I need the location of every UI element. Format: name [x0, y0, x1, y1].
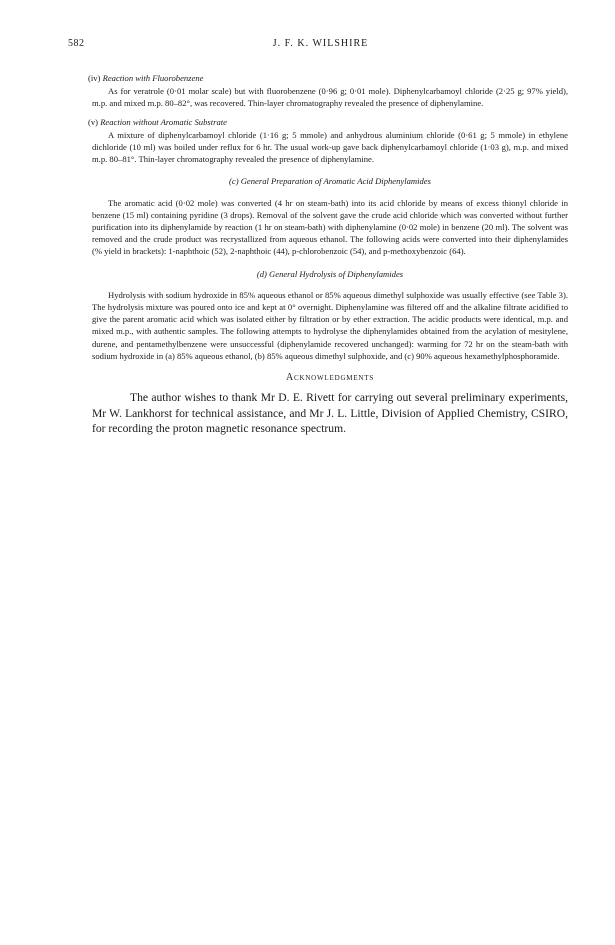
- section-heading-c: (c) General Preparation of Aromatic Acid Diphenylamides: [229, 176, 431, 187]
- subheading-title: Reaction without Aromatic Substrate: [100, 116, 227, 127]
- page-header: [68, 38, 573, 52]
- subheading-v: [88, 116, 568, 128]
- paragraph-hydrolysis: Hydrolysis with sodium hydroxide in 85% aqueous ethanol or 85% aqueous dimethyl sulphoxide was usually effective (see Table 3). The hydrolysis mixture was poured onto ice and kept at 0° overnight. Diphenylamine was filtered off and the alkaline filtrate acidified to give the parent aromatic acid which was isolated either by filtration or by ether extraction. The acidic products were identical, m.p. and mixed m.p., with authentic samples. The following attempts to hydrolyse the diphenylamides obtained from the acylation of mesitylene, durene, and pentamethylbenzene were unsuccessful (diphenylamide recovered unchanged): warming for 72 hr on the steam-bath with sodium hydroxide in (a) 85% aqueous ethanol, (b) 85% aqueous dimethyl sulphoxide, and (c) 90% aqueous hexamethylphosphoramide.: [92, 289, 568, 361]
- paragraph-preparation: The aromatic acid (0·02 mole) was converted (4 hr on steam-bath) into its acid chloride by means of excess thionyl chloride in benzene (15 ml) containing pyridine (3 drops). Removal of the solvent gave the crude acid chloride which was converted without further purification into its diphenylamide by reaction (1 hr on steam-bath) with diphenylamine (0·02 mole) in benzene (20 ml). The solvent was removed and the crude product was recrystallized from aqueous ethanol. The following acids were converted into their diphenylamides (% yield in brackets): 1-naphthoic (52), 2-naphthoic (44), p-chlorobenzoic (54), and p-methoxybenzoic (64).: [92, 197, 568, 257]
- article-body: [88, 72, 568, 437]
- subheading-number: (v): [88, 116, 99, 127]
- acknowledgments-text: The author wishes to thank Mr D. E. Rivett for carrying out several preliminary experiments, Mr W. Lankhorst for technical assistance, and Mr J. L. Little, Division of Applied Chemistry, CSIRO, for recording the proton magnetic resonance spectrum.: [92, 391, 568, 436]
- paragraph-fluorobenzene: As for veratrole (0·01 molar scale) but with fluorobenzene (0·96 g; 0·01 mole). Diphenylcarbamoyl chloride (2·25 g; 97% yield), m.p. and mixed m.p. 80–82°, was recovered. Thin-layer chromatography revealed the presence of diphenylamine.: [92, 86, 568, 109]
- paragraph-no-substrate: A mixture of diphenylcarbamoyl chloride (1·16 g; 5 mmole) and anhydrous aluminium chloride (0·61 g; 5 mmole) in ethylene dichloride (10 ml) was boiled under reflux for 6 hr. The usual work-up gave back diphenylcarbamoyl chloride (1·03 g), m.p. and mixed m.p. 80–81°. Thin-layer chromatography revealed the presence of diphenylamine.: [92, 129, 568, 165]
- acknowledgments-heading: Acknowledgments: [285, 372, 375, 384]
- subheading-iv: [88, 72, 568, 84]
- running-head: J. F. K. WILSHIRE: [272, 38, 369, 49]
- subheading-number: (iv): [88, 73, 101, 83]
- page-number: 582: [68, 38, 85, 49]
- subheading-title: Reaction with Fluorobenzene: [102, 73, 204, 83]
- section-heading-d: (d) General Hydrolysis of Diphenylamides: [256, 268, 404, 279]
